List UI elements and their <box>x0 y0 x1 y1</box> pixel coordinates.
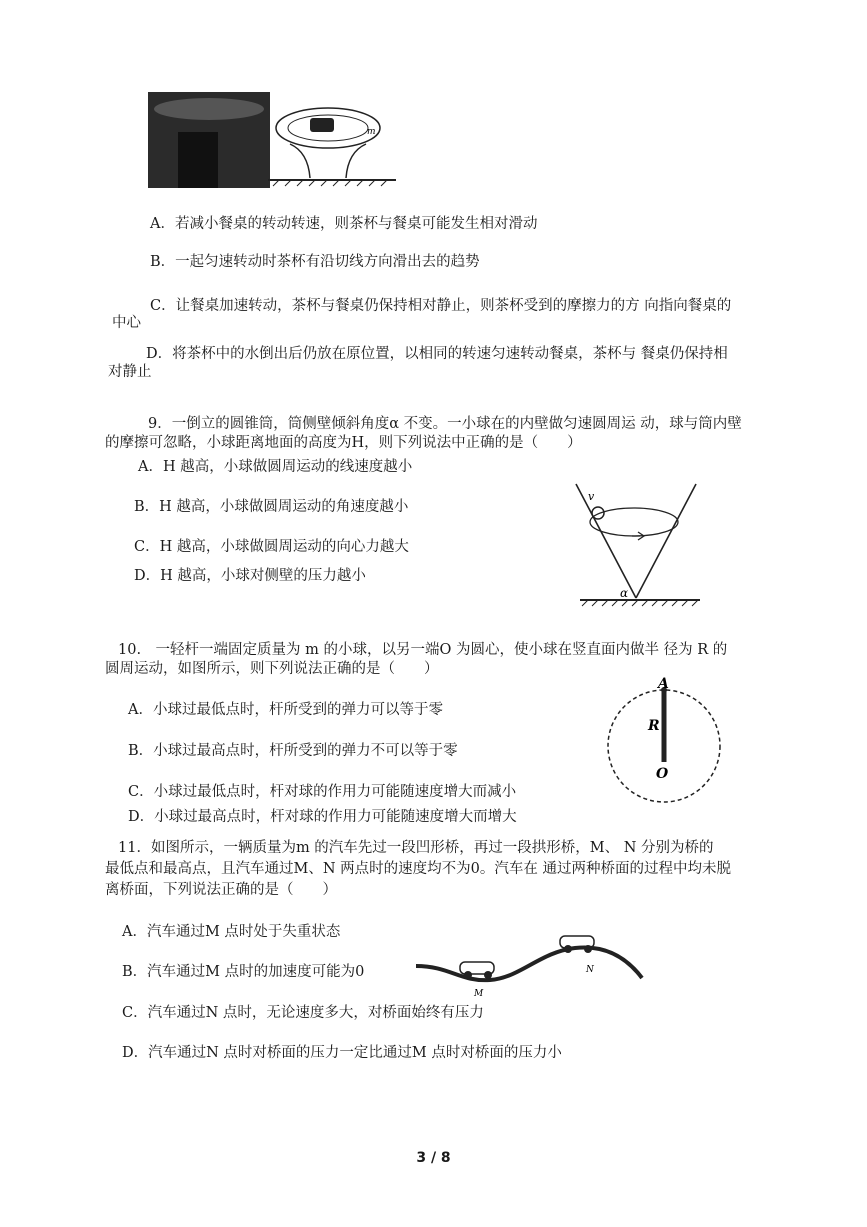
q8-option-b: B．一起匀速转动时茶杯有沿切线方向滑出去的趋势 <box>150 254 480 270</box>
q9-option-c: C．H 越高，小球做圆周运动的向心力越大 <box>134 539 409 555</box>
bridge-diagram <box>410 932 650 1002</box>
fig-label-a: A <box>658 676 669 692</box>
q11-option-d: D．汽车通过N 点时对桥面的压力一定比通过M 点时对桥面的压力小 <box>122 1045 562 1061</box>
q8-option-a: A．若减小餐桌的转动转速，则茶杯与餐桌可能发生相对滑动 <box>150 216 538 232</box>
rod-circle-diagram <box>600 668 730 818</box>
q8-option-d-cont: 对静止 <box>108 364 152 380</box>
q9-option-b: B．H 越高，小球做圆周运动的角速度越小 <box>134 499 409 515</box>
q9-option-d: D．H 越高，小球对侧壁的压力越小 <box>134 568 366 584</box>
fig-label-m-point: M <box>474 989 484 999</box>
q11-option-b: B．汽车通过M 点时的加速度可能为0 <box>122 964 365 980</box>
q10-option-c: C．小球过最低点时，杆对球的作用力可能随速度增大而减小 <box>128 784 517 800</box>
q11-stem: 11．如图所示，一辆质量为m 的汽车先过一段凹形桥，再过一段拱形桥，M、 N 分别为桥的 <box>118 840 714 856</box>
table-leg <box>178 132 218 188</box>
q11-stem-cont2: 离桥面，下列说法正确的是（ ） <box>105 882 337 898</box>
fig-label-o: O <box>656 766 669 782</box>
rotating-table-diagram <box>268 100 398 188</box>
q9-stem-cont: 的摩擦可忽略，小球距离地面的高度为H，则下列说法中正确的是（ ） <box>105 435 582 451</box>
q11-option-a: A．汽车通过M 点时处于失重状态 <box>122 924 341 940</box>
q8-option-d: D．将茶杯中的水倒出后仍放在原位置，以相同的转速匀速转动餐桌，茶杯与 餐桌仍保持相 <box>146 346 728 362</box>
page-number: 3 / 8 <box>416 1150 451 1166</box>
q10-stem-cont: 圆周运动，如图所示，则下列说法正确的是（ ） <box>105 661 439 677</box>
q9-stem: 9．一倒立的圆锥筒，筒侧壁倾斜角度α 不变。一小球在的内壁做匀速圆周运 动，球与筒内壁 <box>148 416 742 432</box>
fig-label-m: m <box>367 127 376 137</box>
q10-option-b: B．小球过最高点时，杆所受到的弹力不可以等于零 <box>128 743 458 759</box>
cone-diagram <box>572 480 702 610</box>
q10-stem: 10. 一轻杆一端固定质量为 m 的小球，以另一端O 为圆心，使小球在竖直面内做半 径为 R 的 <box>118 642 728 658</box>
table-photo <box>148 92 270 188</box>
q11-option-c: C．汽车通过N 点时，无论速度多大，对桥面始终有压力 <box>122 1005 484 1021</box>
q11-stem-cont: 最低点和最高点，且汽车通过M、N 两点时的速度均不为0。汽车在 通过两种桥面的过程中均未脱 <box>105 861 731 877</box>
fig-label-alpha: α <box>620 586 629 600</box>
fig-label-r: R <box>648 718 660 734</box>
q8-option-c-cont: 中心 <box>112 315 141 331</box>
fig-label-v: v <box>588 490 595 503</box>
q9-option-a: A．H 越高，小球做圆周运动的线速度越小 <box>138 459 413 475</box>
q8-option-c: C．让餐桌加速转动，茶杯与餐桌仍保持相对静止，则茶杯受到的摩擦力的方 向指向餐桌的 <box>150 298 732 314</box>
table-top <box>154 98 264 120</box>
q10-option-d: D．小球过最高点时，杆对球的作用力可能随速度增大而增大 <box>128 809 517 825</box>
fig-label-n-point: N <box>586 965 594 975</box>
q10-option-a: A．小球过最低点时，杆所受到的弹力可以等于零 <box>128 702 443 718</box>
